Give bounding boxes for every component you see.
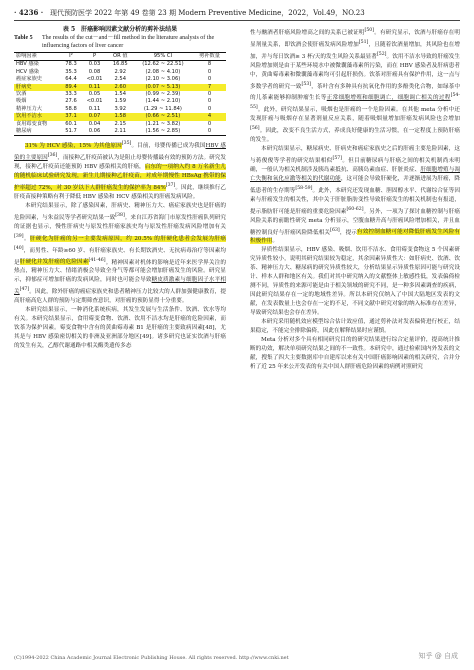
text-run: 。精神因素对机体的影响是近年来医学界关注的热点，精神压力大、情绪消极会导致全身气等都可能会增加肝癌发生的风险。研究显示，抑郁症可增加肝癌的发病风险，同时也可能会导致 xyxy=(14,259,226,284)
table-cell-p: 0.07 xyxy=(81,113,107,120)
table-row xyxy=(14,106,226,113)
copyright-footer: (C)1994-2022 China Academic Journal Electronic Publishing House. All rights reserved. http://www.cnki.net xyxy=(14,655,289,661)
text-run: 。饮用不洁水导致的肝癌发生风险增加则是由于某些环境水中被微囊藻毒素所污染，而在 HBV 感染者及肝病患者中，黄曲霉毒素和微囊藻毒素均可引起肝损伤。饮茶对肝癌具有保护作用，这一点与多数学者的研究一致 xyxy=(250,53,460,90)
table-cell-factor: 肝病史 xyxy=(14,84,61,91)
text-run: ，而接种乙肝疫苗被认为是阻止母婴传播最有效的预防方法。研究发现，接种乙肝疫苗还能预防 HBV 感染相关的肝癌， xyxy=(14,155,226,171)
text-run: 。此外，本研究还发现血糖、胆固醇水平、代谢综合征等因素与肝癌发生的相关性，其中关于肝脏脂肪变性导致肝癌发生的相关机制也有报道，提示脂肪肝可能是肝癌的重要危险因素 xyxy=(250,187,460,215)
watermark: 知乎 @ 自成 xyxy=(418,652,458,660)
citation: [50] xyxy=(364,28,375,33)
table-cell-n: 0 xyxy=(207,120,212,127)
highlight: 启东的一项纳入约 8 万名新生儿的随机临床试验研究发现，新生儿期接种乙肝疫苗，对成年期慢性 HBsAg 携带的保护率超过 72%，对 30 岁以下人群肝癌发生的保护率为 84% xyxy=(14,164,226,192)
paragraph: 本研究结果显示，一种消化系统疾病，其发生发展与生活条件、饮酒、饮水等均有关。本研究结果显示，食用霉变食物、饮酒、饮用不洁水均是肝癌的危险因素，而饮茶为保护因素。霉变食物中含有的黄曲霉毒素 B1 是肝癌的主要致病因素[48]，尤其是与 HBV 感染密切相关的非洲及亚洲部分地区[49]。诸多研究也证实饮酒与肝癌的发生有关，乙醇代谢通路中相关酶类遗传多态 xyxy=(14,307,226,350)
table-row xyxy=(14,84,226,91)
table-cell-factor: HBV 感染 xyxy=(16,61,39,68)
table-row xyxy=(14,76,226,83)
text-run: ，这可能会导致肝硬化，并逐渐进展为肝癌，降低患者的生存期等 xyxy=(250,175,460,194)
text-run: 。另外，一项为了探讨血糖控制与肝癌风险关系的前瞻性研究 meta 分析显示，空腹血糖升高与肝癌风险增加相关，并且血糖控制良好与肝癌风险降低相关 xyxy=(250,208,460,236)
table-title-cn: 表 5 肝癌影响因素文献分析的剪补法结果 xyxy=(62,26,178,33)
left-column xyxy=(14,26,226,351)
table-cell-or: 3.92 xyxy=(114,105,127,112)
table-title-en xyxy=(14,34,226,50)
citation: [51] xyxy=(358,39,369,45)
underline: HBV 感染的主要原因 xyxy=(14,143,226,162)
text-run: 。目前，母婴传播已成为我国 xyxy=(131,143,206,150)
table-cell-or: 2.54 xyxy=(114,76,127,83)
highlight: 有效控制血糖可能对降低肝癌发生风险有积极作用 xyxy=(250,229,460,245)
paragraph: 异质性结果显示，HBV 感染、吸烟、饮用不洁水、食用霉变食物这 5 个因素研究异质性较小，说明其研究结果较为稳定，其余因素异质性大：如肝病史、饮酒、饮茶、精神压力大、糖尿病的研究异质性较大，分析结果显示异质性原因可能与研究设计、样本人群和地区有关。我们对其中研究纳入的文献整体上敏感性低，发表偏倚检测不同，异质性的来源可能是由于相关领域的研究不同，是一种多因素调查的疾病，因此研究结果存在一定的地域性差异。所以本研究仅纳入了中国大陆地区发表的文献，在发表数量上也会存在一定的不足，不同文献中研究对象的纳入标准存在差异，导致研究结果也会存在差异。 xyxy=(250,247,460,317)
table-title-en-text: The results of the cut－and－fill method in the literature analysis of the influencing factors of liver cancer xyxy=(42,35,215,49)
table-cell-factor: 癌症家族史 xyxy=(16,76,42,83)
table-cell-n: 7 xyxy=(193,84,226,91)
table-cell-i2: 37.1 xyxy=(61,113,82,120)
table-cell-p: 0.06 xyxy=(88,128,101,135)
citation: [53] xyxy=(301,81,312,87)
table-cell-i2: 51.7 xyxy=(65,128,77,135)
table-row xyxy=(14,128,226,136)
underline: 正常细胞增殖和细胞调亡，细胞调亡相关的过程 xyxy=(326,95,451,102)
table-cell-or: 1.58 xyxy=(108,113,133,120)
table-cell-p: 0.11 xyxy=(81,84,107,91)
results-table xyxy=(14,52,226,136)
citation: [41-46] xyxy=(88,257,106,263)
table-cell-p: <0.01 xyxy=(86,76,103,83)
table-cell-i2: 35.3 xyxy=(65,68,77,75)
table-cell-i2: 60.1 xyxy=(65,120,77,127)
text-run: 。但目前糖尿病与肝癌之间的相关机制尚未明确，一般认为相关机制涉及胰岛素抵抗、高胰岛素血症、肝脏炎症、 xyxy=(250,157,460,173)
table-caption xyxy=(14,26,226,50)
table-cell-n: 0 xyxy=(207,98,212,105)
highlight: 肝硬化为肝癌的另一主要发病原因，约 20.5% 的肝硬化患者会发展为肝癌 xyxy=(30,235,226,242)
table-cell-n: 0 xyxy=(207,91,212,98)
citation: [40] xyxy=(14,245,24,251)
table-cell-ci: (12.62 ~ 22.51) xyxy=(142,61,184,68)
table-cell-n: 0 xyxy=(207,68,212,75)
table-cell-ci: (1.44 ~ 2.10) xyxy=(145,98,181,105)
citation: [47] xyxy=(19,287,30,293)
table-cell-p: 0.03 xyxy=(88,61,101,68)
table-cell-or: 2.60 xyxy=(108,84,133,91)
citation: [38] xyxy=(115,213,125,219)
table-cell-i2: 89.4 xyxy=(61,84,82,91)
table-cell-p: 0.04 xyxy=(88,120,101,127)
citation: [54-55] xyxy=(250,93,460,111)
table-cell-ci: (1.21 ~ 3.82) xyxy=(145,120,181,127)
table-cell-n: 8 xyxy=(207,61,212,68)
table-cell-i2: 33.3 xyxy=(65,91,77,98)
text-run: 。有研究显示，饮酒与肝癌存在明显剂量关系，即饮酒会使肝癌发病风险增加 xyxy=(250,29,460,48)
col-header: OR 值 xyxy=(112,53,128,59)
text-run: 。因此，改变不良生活方式，养成良好健康的生活习惯，在一定程度上预防肝癌的发生。 xyxy=(250,128,460,144)
text-run: 本研究结果显示，糖尿病史、肝病史和癌症家族史之后的肝癌主要危险因素，这与蒋俊俊等学者的研究结果相似 xyxy=(250,146,460,164)
col-header: P xyxy=(92,53,97,59)
citation: [36] xyxy=(47,153,58,159)
citation: [52] xyxy=(376,51,387,57)
table-cell-n: 0 xyxy=(207,105,212,112)
table-cell-factor: 食用霉变食物 xyxy=(16,120,48,127)
table-cell-factor: 吸烟 xyxy=(16,98,27,105)
table-cell-i2: 78.3 xyxy=(65,61,77,68)
citation: [57] xyxy=(332,156,343,162)
text-run: 。来自江苏省海门市原发性肝癌队列研究的证据也显示，慢性肝病史与原发性肝癌家族史均与原发性肝癌发病风险增加有关 xyxy=(14,214,226,230)
col-header: I² xyxy=(69,53,73,59)
text-run: 性与酗酒者肝癌风险增高之间的关系已被证明 xyxy=(250,29,365,36)
table-cell-or: 1.54 xyxy=(114,91,127,98)
table-row xyxy=(14,69,226,76)
table-cell-ci: (2.08 ~ 4.10) xyxy=(145,68,181,75)
text-run: 。 xyxy=(23,235,30,242)
highlight: 31% 为 HCV 感染，15% 为其他原因 xyxy=(25,143,122,150)
table-cell-factor: 糖尿病 xyxy=(16,128,32,135)
text-run: 。 xyxy=(272,238,278,245)
table-cell-i2: 58.8 xyxy=(65,105,77,112)
paragraph xyxy=(250,145,460,246)
citation: [60-62] xyxy=(346,206,364,212)
table-cell-i2: 64.4 xyxy=(65,76,77,83)
table-cell-or: 2.92 xyxy=(114,68,127,75)
col-header: 剪补数量 xyxy=(199,53,220,59)
citation: [37] xyxy=(165,183,176,189)
table-row xyxy=(14,98,226,105)
paragraph xyxy=(250,26,460,145)
page-number: · 4236 · xyxy=(14,8,44,17)
citation: [56] xyxy=(250,126,260,132)
underline: 糖皮质激素与细胞因子水平相关 xyxy=(14,277,226,296)
table-body xyxy=(14,61,226,136)
table-cell-factor: HCV 感染 xyxy=(16,68,40,75)
table-cell-factor: 饮用不洁水 xyxy=(14,113,61,120)
table-row xyxy=(14,121,226,128)
table-cell-ci: (0.07 ~ 5.13) xyxy=(133,84,193,91)
paragraph xyxy=(14,139,226,202)
table-cell-p: <0.01 xyxy=(86,98,103,105)
text-run: 。因此，除外肝癌的癌症家族史和患者精神压力比较大的人群加强健康教育，提高肝癌高危人群的预防与定期筛查意识，对肝癌的预防显得十分重要。 xyxy=(14,289,226,305)
table-cell-p: 0.05 xyxy=(88,91,101,98)
citation: [63] xyxy=(330,227,340,233)
table-cell-factor: 精神压力大 xyxy=(16,105,42,112)
table-cell-or: 16.85 xyxy=(112,61,128,68)
table-label-en: Table 5 xyxy=(14,35,33,41)
underline: 肝细胞增殖与凋亡失衡和氧化应激等相关的代谢功能 xyxy=(250,166,460,182)
col-header: 影响因素 xyxy=(16,53,37,59)
paragraph: 本研究采用随机效应模型综合估计效应值，通过剪补法对发表偏倚进行校正，结果稳定，不能完全排除偏倚，因此在解释结果时应谨慎。 xyxy=(250,319,460,335)
paragraph: Meta 分析对多个具有相同研究目的的研究结果进行综合定量评价，提高统计推断的功效，解决单项研究结果之间的不一致性。本研究中，通过检索国内外发表的文献，搜集了四大主要数据库中自建库以来有关中国肝癌影响因素的相关研究，合并分析了近 25 年来公开发表的有关中国人群肝癌危险因素的病例对照研究 xyxy=(250,337,460,371)
table-cell-or: 2.11 xyxy=(114,128,127,135)
journal-running-title: 现代预防医学 2022 年第 49 卷第 23 期 Modern Preventive Medicine，2022，Vol.49，NO.23 xyxy=(50,9,365,17)
table-header-row xyxy=(14,53,226,61)
table-cell-ci: (1.29 ~ 11.84) xyxy=(143,105,182,112)
col-header: 95% CI xyxy=(153,53,173,59)
table-cell-ci: (2.10 ~ 3.06) xyxy=(145,76,181,83)
table-cell-factor: 饮酒 xyxy=(16,91,27,98)
table-row xyxy=(14,91,226,98)
text-run: ，茶叶含有多种具有抗氧化作用的多酚类化合物，如绿茶中的儿茶素能够抑制肿瘤生长等 xyxy=(250,83,460,102)
citation: [39] xyxy=(14,233,24,239)
table-row xyxy=(14,61,226,69)
citation: [58-59] xyxy=(295,185,313,191)
text-run: 。此外，研究结果显示，吸烟也是肝癌的一个危险因素。在其他 meta 分析中还发现肝癌与吸烟存在显著剂量反应关系，随着吸烟量增加肝癌发病风险也会增加 xyxy=(250,107,460,123)
table-cell-i2: 27.6 xyxy=(65,98,77,105)
right-column xyxy=(250,26,460,372)
text-run: ，而男性、年龄≥60 岁、有肝癌家族史、有长期饮酒史、无抗病毒治疗等因素均是 xyxy=(14,247,226,266)
table-cell-or: 2.15 xyxy=(114,120,127,127)
table-row xyxy=(14,113,226,120)
table-cell-n: 0 xyxy=(207,76,212,83)
table-cell-ci: (1.56 ~ 2.85) xyxy=(145,128,181,135)
table-cell-or: 1.59 xyxy=(114,98,127,105)
text-run: 。因此，继续推行乙肝疫苗接种策略有利于降低 HBV 感染和 HCV 感染相关的肝癌发病风险。 xyxy=(14,185,226,201)
highlight: 肝硬化并发肝癌的危险因素 xyxy=(19,259,89,266)
text-run: 本研究结果显示，除了感染因素，肝病史、精神压力大、癌症家族史也是肝癌的危险因素，与朱益民等学者研究结果一致 xyxy=(14,203,226,221)
paragraph xyxy=(14,202,226,306)
table-cell-n: 4 xyxy=(193,113,226,120)
table-cell-ci: (0.99 ~ 2.39) xyxy=(145,91,181,98)
table-cell-n: 0 xyxy=(207,128,212,135)
table-cell-p: 0.08 xyxy=(88,68,101,75)
table-cell-ci: (0.66 ~ 2.51) xyxy=(133,113,193,120)
page-header xyxy=(14,6,460,21)
text-run: ，提示 xyxy=(339,229,358,236)
text-run: ，且随着饮酒量增加，其风险也在增加，并与每日饮酒≥ 3 杯/天的发生风险关系最显著 xyxy=(250,41,460,60)
citation: [35] xyxy=(121,141,132,147)
table-cell-p: 0.11 xyxy=(88,105,101,112)
